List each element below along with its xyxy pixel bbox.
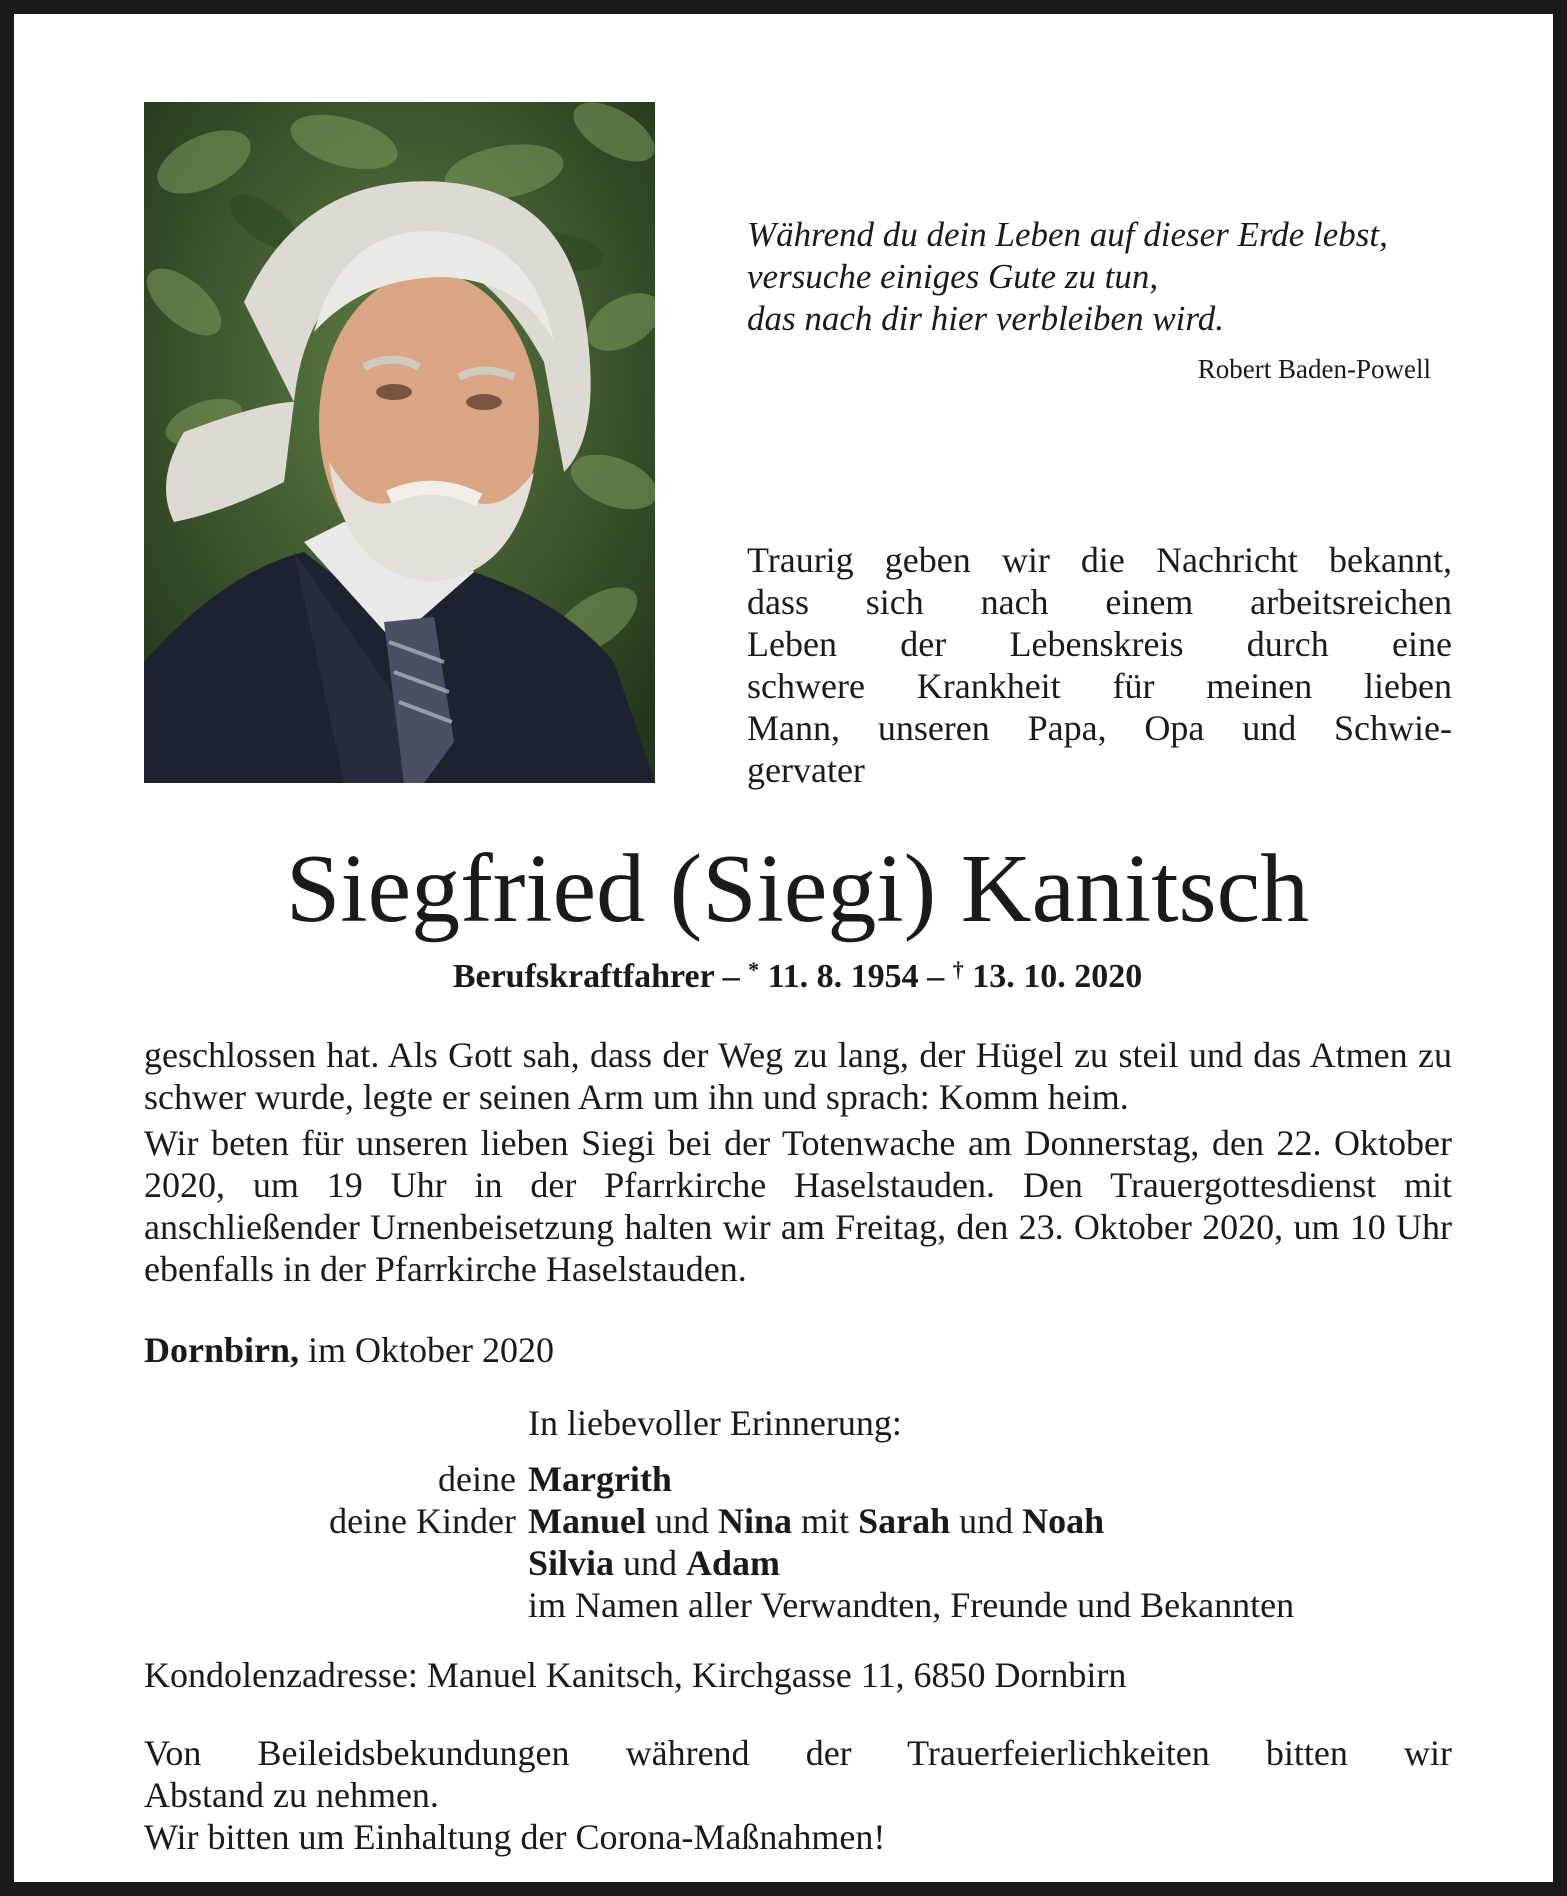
quote-line: das nach dir hier verbleiben wird. — [747, 299, 1224, 338]
notice-line: Wir bitten um Einhaltung der Corona-Maßnahmen! — [144, 1817, 886, 1857]
intro-line: dass sich nach einem arbeitsreichen — [747, 582, 1452, 622]
spouse-label: deine — [438, 1459, 516, 1499]
intro-line: schwere Krankheit für meinen lieben — [747, 666, 1452, 706]
spouse-row — [144, 1458, 1452, 1500]
children-row — [144, 1500, 1452, 1542]
conjunction: und — [655, 1501, 710, 1541]
intro-line: Mann, unseren Papa, Opa und Schwie- — [747, 708, 1452, 748]
city: Dornbirn, — [144, 1330, 300, 1370]
grandchild-name: Sarah — [858, 1501, 951, 1541]
birth-symbol: * — [748, 957, 760, 982]
memory-heading-row — [144, 1402, 1452, 1444]
body-paragraph: geschlossen hat. Als Gott sah, dass der Weg zu lang, der Hügel zu steil und das Atmen zu schwer wurde, legte er seinen Arm um ihn und sprach: Komm heim. — [144, 1035, 1452, 1117]
life-dates — [14, 957, 1567, 996]
body-paragraph: Wir beten für unseren lieben Siegi bei der Totenwache am Donnerstag, den 22. Oktober 2020, um 19 Uhr in der Pfarrkirche Haselstauden. Den Trauergottesdienst mit anschließender Urnenbeisetzung halten wir am Freitag, den 23. Oktober 2020, um 10 Uhr ebenfalls in der Pfarrkirche Haselstauden. — [144, 1123, 1452, 1289]
closing-line: im Namen aller Verwandten, Freunde und Bekannten — [528, 1585, 1295, 1625]
profession: Berufskraftfahrer — [452, 958, 715, 995]
notice-line: Von Beileidsbekundungen während der Trauerfeierlichkeiten bitten wir — [144, 1733, 1452, 1773]
notice-line: Abstand zu nehmen. — [144, 1775, 439, 1815]
partner-name: Nina — [718, 1501, 793, 1541]
portrait-photo — [144, 102, 655, 783]
conjunction: mit — [801, 1501, 850, 1541]
memory-heading: In liebevoller Erinnerung: — [528, 1403, 902, 1443]
obituary-body — [144, 1034, 1452, 1290]
mourners-list — [144, 1402, 1452, 1626]
date: im Oktober 2020 — [308, 1330, 555, 1370]
partner-name: Adam — [686, 1543, 781, 1583]
intro-line: gervater — [747, 750, 865, 790]
quote-line: versuche einiges Gute zu tun, — [747, 257, 1159, 296]
child-name: Manuel — [528, 1501, 647, 1541]
intro-line: Traurig geben wir die Nachricht bekannt, — [747, 540, 1452, 580]
separator: – — [714, 958, 749, 995]
deceased-name: Siegfried (Siegi) Kanitsch — [285, 835, 1310, 943]
notice-text — [144, 1732, 1452, 1858]
quote-line: Während du dein Leben auf dieser Erde lebst, — [747, 215, 1388, 254]
intro-line: Leben der Lebenskreis durch eine — [747, 624, 1452, 664]
condolence-address: Kondolenzadresse: Manuel Kanitsch, Kirchgasse 11, 6850 Dornbirn — [144, 1655, 1127, 1695]
closing-row — [144, 1584, 1452, 1626]
portrait-illustration — [144, 102, 655, 783]
child-name: Silvia — [528, 1543, 615, 1583]
separator: – — [918, 958, 953, 995]
place-date — [144, 1329, 554, 1371]
conjunction: und — [623, 1543, 678, 1583]
quote-author: Robert Baden-Powell — [1197, 354, 1431, 384]
conjunction: und — [959, 1501, 1014, 1541]
children-label: deine Kinder — [329, 1501, 516, 1541]
epigraph-quote — [747, 214, 1467, 340]
birth-date: 11. 8. 1954 — [767, 958, 919, 995]
death-symbol: † — [952, 957, 964, 982]
intro-text — [747, 539, 1452, 791]
death-date: 13. 10. 2020 — [972, 958, 1143, 995]
grandchild-name: Noah — [1022, 1501, 1105, 1541]
children-row-2 — [144, 1542, 1452, 1584]
spouse-name: Margrith — [528, 1459, 672, 1499]
